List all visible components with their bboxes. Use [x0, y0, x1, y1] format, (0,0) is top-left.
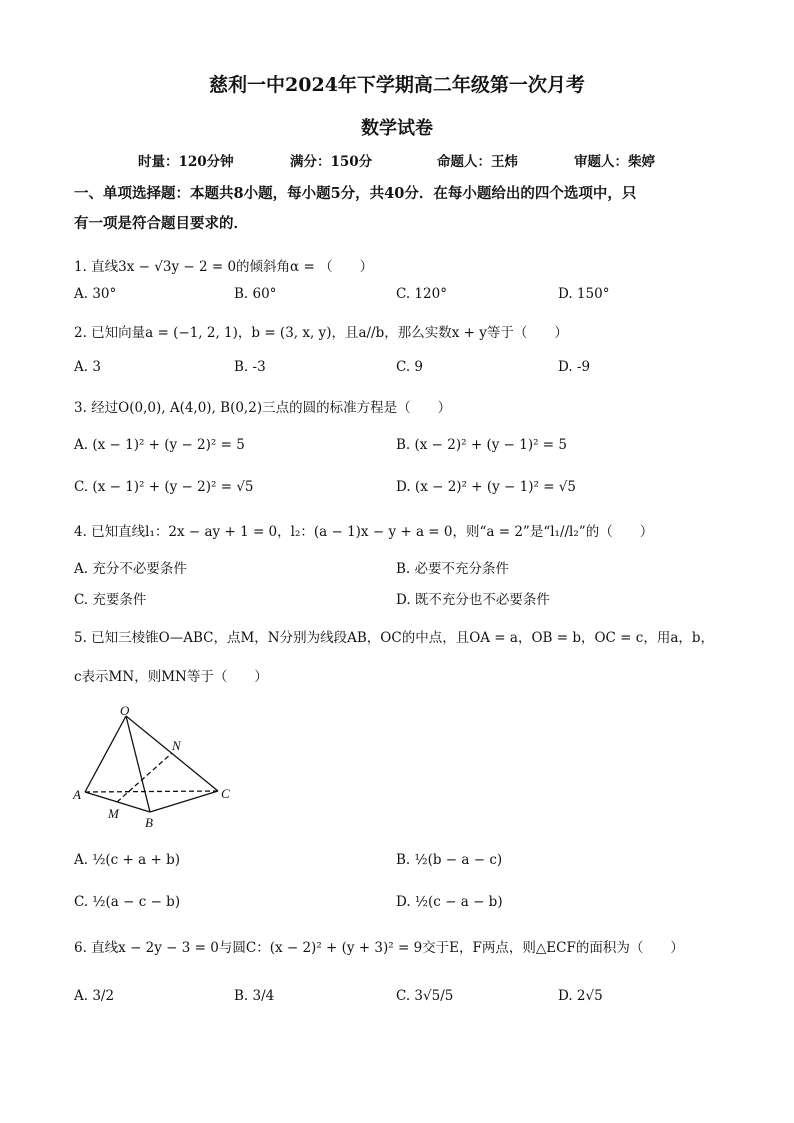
question-4-option-b: B. 必要不充分条件 — [396, 561, 510, 577]
question-6-option-c: C. 3√5/5 — [396, 988, 454, 1004]
label-a: A — [73, 787, 81, 802]
question-5-option-d: D. ½(c − a − b) — [396, 894, 503, 910]
label-c: C — [221, 786, 230, 801]
question-reviewer: 审题人：柴婷 — [574, 154, 655, 170]
label-n: N — [172, 738, 181, 753]
question-4-option-c: C. 充要条件 — [74, 592, 147, 608]
exam-title: 慈利一中2024年下学期高二年级第一次月考 — [209, 74, 585, 96]
label-b: B — [145, 815, 153, 830]
section-heading-line1: 一、单项选择题：本题共8小题，每小题5分，共40分．在每小题给出的四个选项中，只 — [74, 185, 637, 202]
question-author: 命题人：王炜 — [437, 154, 518, 170]
question-4-option-d: D. 既不充分也不必要条件 — [396, 592, 550, 608]
question-2-stem: 2. 已知向量a = (−1, 2, 1)，b = (3, x, y)，且a//b，那么实数x + y等于（ ） — [74, 325, 568, 341]
full-score: 满分：150分 — [290, 154, 373, 170]
question-3-option-c: C. (x − 1)² + (y − 2)² = √5 — [74, 479, 254, 495]
question-1-stem: 1. 直线3x − √3y − 2 = 0的倾斜角α = （ ） — [74, 259, 374, 275]
question-5-option-a: A. ½(c + a + b) — [74, 852, 180, 868]
question-1-option-c: C. 120° — [396, 286, 447, 302]
question-5-stem-line2: c表示MN，则MN等于（ ） — [74, 669, 268, 685]
tetrahedron-figure — [70, 700, 250, 835]
question-3-option-d: D. (x − 2)² + (y − 1)² = √5 — [396, 479, 577, 495]
question-6-option-b: B. 3/4 — [234, 988, 275, 1004]
question-1-option-a: A. 30° — [74, 286, 117, 302]
question-6-option-a: A. 3/2 — [74, 988, 115, 1004]
question-6-stem: 6. 直线x − 2y − 3 = 0与圆C：(x − 2)² + (y + 3)² = 9交于E，F两点，则△ECF的面积为（ ） — [74, 940, 684, 956]
edge-oa — [85, 716, 126, 792]
segment-mn-hidden — [117, 753, 172, 802]
question-3-option-b: B. (x − 2)² + (y − 1)² = 5 — [396, 437, 567, 453]
question-2-option-a: A. 3 — [74, 359, 101, 375]
label-o: O — [120, 703, 130, 718]
edge-bc — [150, 791, 218, 812]
question-3-stem: 3. 经过O(0,0), A(4,0), B(0,2)三点的圆的标准方程是（ ） — [74, 400, 452, 416]
edge-ac-hidden — [85, 791, 218, 792]
question-4-stem: 4. 已知直线l₁：2x − ay + 1 = 0，l₂：(a − 1)x − y + a = 0，则“a = 2”是“l₁//l₂”的（ ） — [74, 524, 654, 540]
question-2-option-b: B. -3 — [234, 359, 266, 375]
question-2-option-c: C. 9 — [396, 359, 424, 375]
label-m: M — [108, 806, 119, 821]
edge-ob — [126, 716, 150, 812]
question-1-option-b: B. 60° — [234, 286, 277, 302]
time-limit: 时量：120分钟 — [138, 154, 234, 170]
question-5-stem-line1: 5. 已知三棱锥O—ABC，点M，N分别为线段AB，OC的中点，且OA = a，OB = b，OC = c，用a，b， — [74, 630, 715, 646]
question-1-option-d: D. 150° — [558, 286, 610, 302]
exam-subtitle: 数学试卷 — [361, 118, 433, 139]
question-5-option-b: B. ½(b − a − c) — [396, 852, 503, 868]
question-6-option-d: D. 2√5 — [558, 988, 603, 1004]
section-heading-line2: 有一项是符合题目要求的． — [74, 215, 248, 232]
question-3-option-a: A. (x − 1)² + (y − 2)² = 5 — [74, 437, 245, 453]
question-2-option-d: D. -9 — [558, 359, 591, 375]
question-4-option-a: A. 充分不必要条件 — [74, 561, 187, 577]
question-5-option-c: C. ½(a − c − b) — [74, 894, 181, 910]
